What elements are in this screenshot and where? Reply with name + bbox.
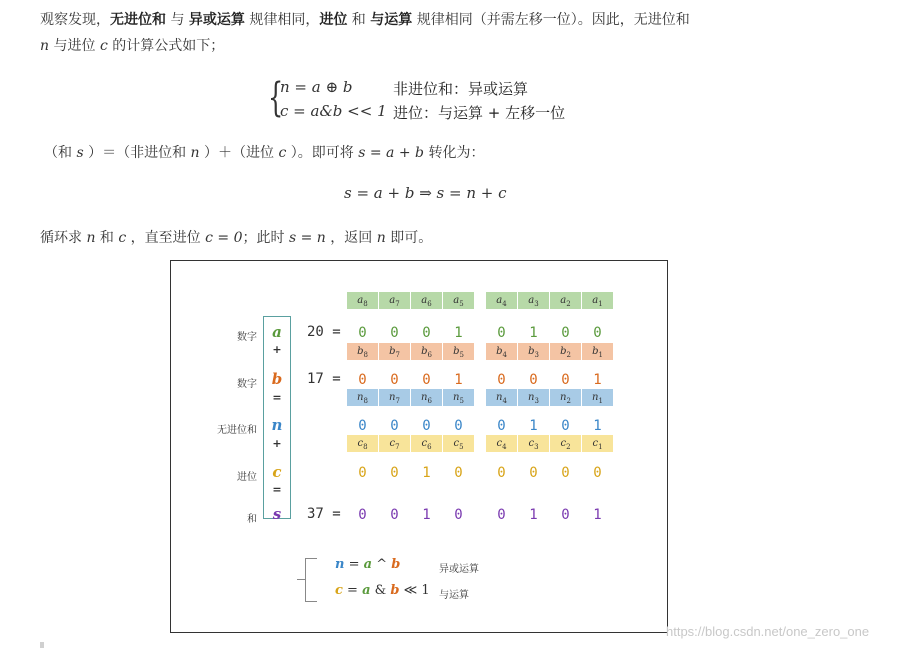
math-var: n <box>86 230 96 246</box>
header-cell: $c_4$ <box>486 435 517 452</box>
formula-xor: n = a ⊕ b <box>280 78 353 96</box>
text: ；此时 <box>242 230 289 246</box>
text: 循环求 <box>40 230 87 246</box>
text: 与 <box>166 12 189 28</box>
legend-and-desc: 与运算 <box>439 590 469 601</box>
text: （和 <box>44 145 77 161</box>
header-cell: $b_6$ <box>411 343 442 360</box>
decimal-value: 37 = <box>307 506 341 522</box>
row-label: 无进位和 <box>217 425 257 436</box>
loop-paragraph <box>40 228 432 248</box>
row-label: 数字 <box>237 332 257 343</box>
bit-cell: 1 <box>454 372 463 388</box>
bold-term: 进位 <box>319 12 348 28</box>
row-label: 进位 <box>237 472 257 483</box>
bit-cell: 0 <box>497 372 506 388</box>
bit-cell: 0 <box>390 418 399 434</box>
legend-brace-icon <box>305 558 317 602</box>
header-cell: $n_8$ <box>347 389 378 406</box>
bold-term: 无进位和 <box>110 12 166 28</box>
sum-paragraph <box>44 143 484 163</box>
bit-cell: 0 <box>593 465 602 481</box>
header-cell: $a_7$ <box>379 292 410 309</box>
header-cell: $a_8$ <box>347 292 378 309</box>
legend-xor-desc: 异或运算 <box>439 564 479 575</box>
bit-cell: 0 <box>390 465 399 481</box>
text: ，返回 <box>325 230 377 246</box>
text: 即可。 <box>385 230 433 246</box>
bit-cell: 0 <box>561 465 570 481</box>
header-cell: $n_4$ <box>486 389 517 406</box>
legend-and: c = a & b ≪ 1 <box>335 583 430 598</box>
bit-cell: 0 <box>390 372 399 388</box>
header-cell: $c_5$ <box>443 435 474 452</box>
decimal-value: 17 = <box>307 371 341 387</box>
bit-cell: 0 <box>497 418 506 434</box>
bit-cell: 0 <box>422 325 431 341</box>
operator: + <box>272 437 282 450</box>
bit-cell: 0 <box>529 372 538 388</box>
text: 和 <box>95 230 119 246</box>
left-brace-icon: { <box>268 75 284 121</box>
header-cell: $c_2$ <box>550 435 581 452</box>
watermark: https://blog.csdn.net/one_zero_one <box>666 624 870 639</box>
operator: = <box>272 391 282 404</box>
formula-and-desc: 进位：与运算 + 左移一位 <box>393 104 566 122</box>
header-cell: $a_2$ <box>550 292 581 309</box>
bit-cell: 1 <box>529 325 538 341</box>
symbol-c: c <box>272 463 282 481</box>
header-cell: $c_7$ <box>379 435 410 452</box>
intro-paragraph <box>40 10 690 30</box>
row-label: 数字 <box>237 379 257 390</box>
decimal-value: 20 = <box>307 324 341 340</box>
header-cell: $n_6$ <box>411 389 442 406</box>
math-var: n <box>40 38 50 54</box>
bold-term: 异或运算 <box>188 12 245 28</box>
symbol-a: a <box>272 323 282 341</box>
bit-cell: 0 <box>422 372 431 388</box>
legend-xor: n = a ^ b <box>335 557 401 572</box>
header-cell: $b_5$ <box>443 343 474 360</box>
math-var: s <box>76 145 84 161</box>
bit-cell: 0 <box>390 325 399 341</box>
transform-equation: s = a + b ⇒ s = n + c <box>344 184 507 202</box>
math-var: n <box>190 145 200 161</box>
math-eq: c = 0 <box>205 230 243 246</box>
bit-cell: 0 <box>454 465 463 481</box>
bit-cell: 0 <box>358 465 367 481</box>
intro-paragraph-line2 <box>40 36 224 56</box>
symbol-n: n <box>271 416 283 434</box>
bit-cell: 0 <box>422 418 431 434</box>
binary-addition-figure <box>170 260 668 633</box>
bold-term: 与运算 <box>370 12 413 28</box>
header-cell: $c_1$ <box>582 435 613 452</box>
header-cell: $a_5$ <box>443 292 474 309</box>
text: ）＋（进位 <box>199 145 279 161</box>
header-cell: $a_6$ <box>411 292 442 309</box>
bit-cell: 1 <box>593 372 602 388</box>
header-cell: $c_8$ <box>347 435 378 452</box>
bit-cell: 0 <box>497 465 506 481</box>
header-cell: $b_7$ <box>379 343 410 360</box>
bit-cell: 0 <box>497 325 506 341</box>
formula-and: c = a&b << 1 <box>280 102 387 120</box>
math-eq: s = a + b <box>358 145 424 161</box>
legend-brace-tick <box>297 579 305 580</box>
header-cell: $b_1$ <box>582 343 613 360</box>
formula-xor-desc: 非进位和：异或运算 <box>393 80 529 98</box>
bit-cell: 0 <box>561 507 570 523</box>
header-cell: $n_3$ <box>518 389 549 406</box>
text: 的计算公式如下； <box>107 38 225 54</box>
header-cell: $n_2$ <box>550 389 581 406</box>
header-cell: $b_2$ <box>550 343 581 360</box>
bit-cell: 0 <box>358 372 367 388</box>
bit-cell: 0 <box>529 465 538 481</box>
math-var: c <box>118 230 127 246</box>
bit-cell: 1 <box>529 507 538 523</box>
math-var: n <box>376 230 386 246</box>
text: 与进位 <box>49 38 100 54</box>
text: ，直至进位 <box>126 230 206 246</box>
symbol-s: s <box>272 505 282 523</box>
bit-cell: 0 <box>390 507 399 523</box>
bit-cell: 1 <box>593 507 602 523</box>
bit-cell: 0 <box>561 372 570 388</box>
header-cell: $a_1$ <box>582 292 613 309</box>
bit-cell: 1 <box>593 418 602 434</box>
text: 和 <box>347 12 371 28</box>
bit-cell: 1 <box>529 418 538 434</box>
math-var: c <box>278 145 287 161</box>
header-cell: $n_7$ <box>379 389 410 406</box>
formula-block <box>268 76 588 124</box>
bit-cell: 1 <box>422 465 431 481</box>
bit-cell: 0 <box>358 418 367 434</box>
operator: + <box>272 343 282 356</box>
header-cell: $n_5$ <box>443 389 474 406</box>
row-label: 和 <box>247 514 257 525</box>
operator: = <box>272 483 282 496</box>
header-cell: $b_4$ <box>486 343 517 360</box>
header-cell: $a_3$ <box>518 292 549 309</box>
header-cell: $b_8$ <box>347 343 378 360</box>
math-var: c <box>99 38 108 54</box>
text: ）＝（非进位和 <box>83 145 191 161</box>
bit-cell: 0 <box>454 507 463 523</box>
bit-cell: 0 <box>358 507 367 523</box>
text: 规律相同， <box>244 12 320 28</box>
header-cell: $c_6$ <box>411 435 442 452</box>
bit-cell: 0 <box>497 507 506 523</box>
bit-cell: 0 <box>561 418 570 434</box>
text: 规律相同（并需左移一位）。因此，无进位和 <box>412 12 690 28</box>
scroll-indicator <box>40 642 44 648</box>
bit-cell: 1 <box>454 325 463 341</box>
text: 转化为： <box>424 145 485 161</box>
text: 观察发现， <box>40 12 110 28</box>
header-cell: $b_3$ <box>518 343 549 360</box>
bit-cell: 0 <box>593 325 602 341</box>
bit-cell: 0 <box>358 325 367 341</box>
math-eq: s = n <box>288 230 326 246</box>
bit-cell: 0 <box>454 418 463 434</box>
header-cell: $a_4$ <box>486 292 517 309</box>
header-cell: $c_3$ <box>518 435 549 452</box>
bit-cell: 1 <box>422 507 431 523</box>
bit-cell: 0 <box>561 325 570 341</box>
symbol-b: b <box>271 370 283 388</box>
header-cell: $n_1$ <box>582 389 613 406</box>
text: ）。即可将 <box>286 145 359 161</box>
